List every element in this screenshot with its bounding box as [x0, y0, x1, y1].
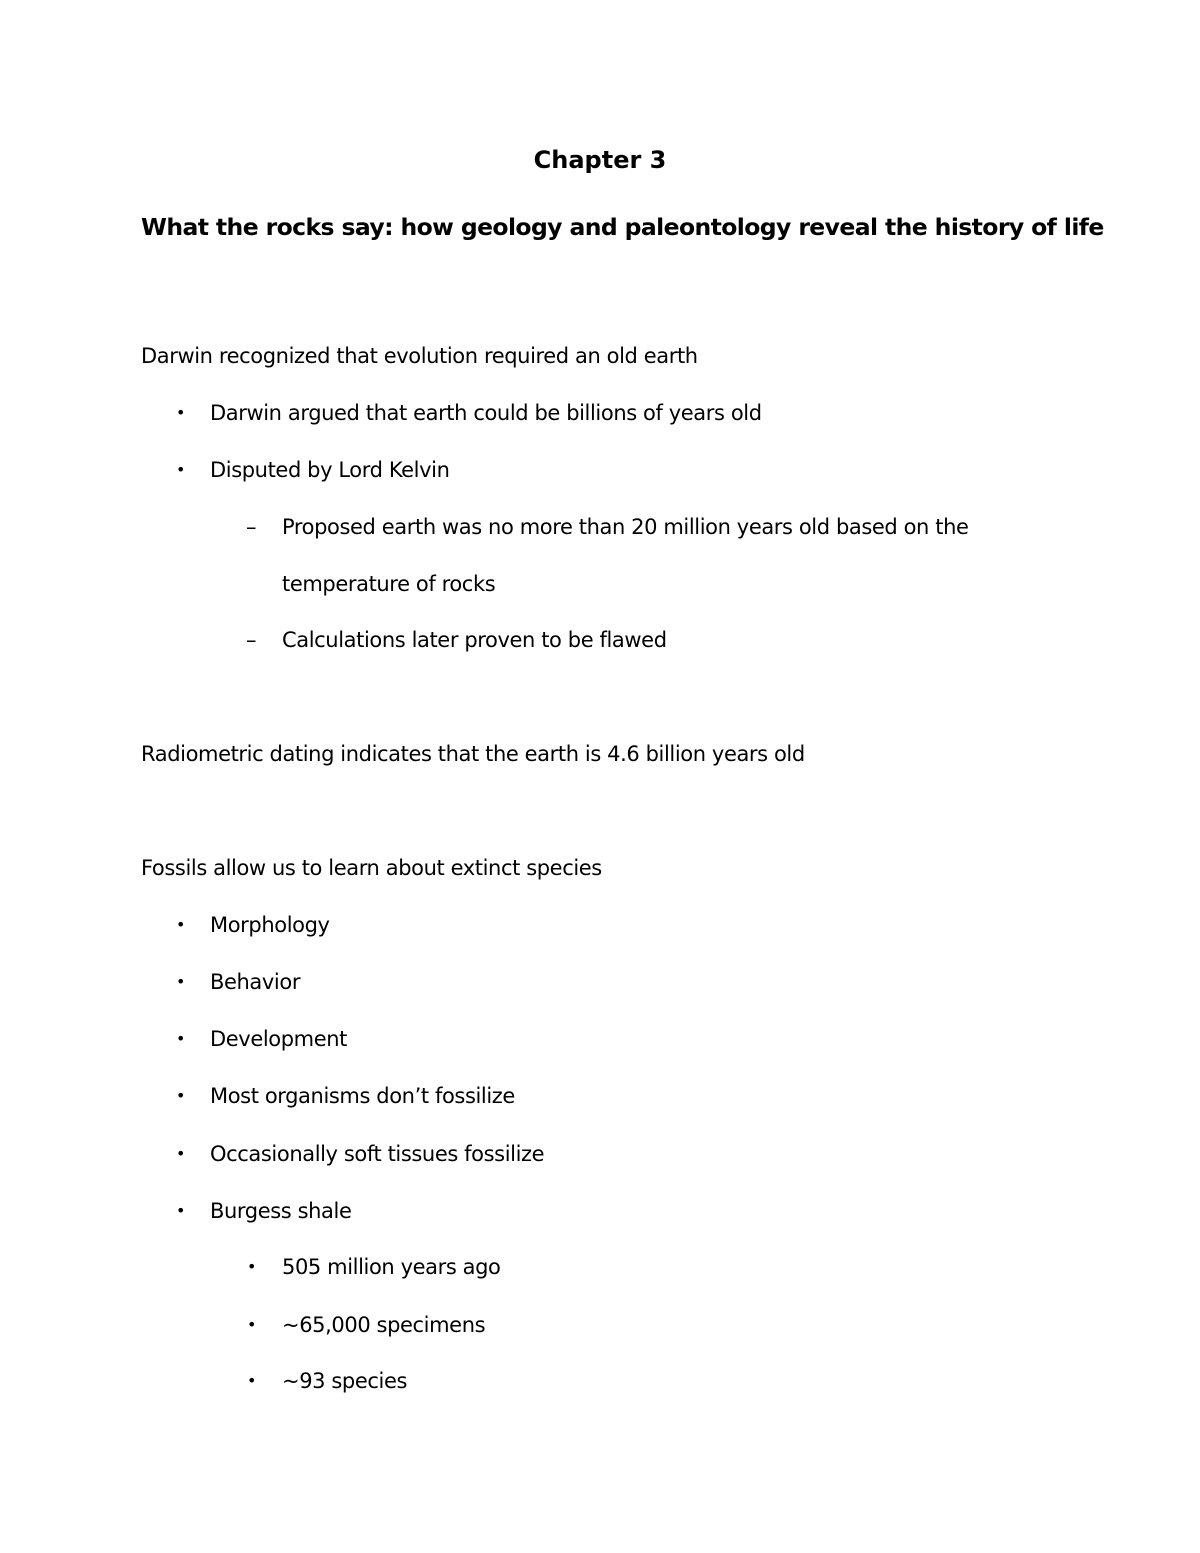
bullet-marker: • [176, 972, 186, 991]
bullet-marker: • [176, 403, 186, 422]
bullet-marker: • [247, 1257, 257, 1276]
dash-marker: – [246, 628, 257, 652]
list-item: Most organisms don’t fossilize [210, 1084, 515, 1108]
list-item: Darwin argued that earth could be billions of years old [210, 401, 762, 425]
bullet-marker: • [176, 1144, 186, 1163]
bullet-marker: • [176, 1029, 186, 1048]
section-heading-old-earth: Darwin recognized that evolution required an old earth [141, 344, 698, 368]
bullet-marker: • [247, 1315, 257, 1334]
sub-list-item: ~93 species [282, 1369, 408, 1393]
list-item: Development [210, 1027, 347, 1051]
sub-list-item: ~65,000 specimens [282, 1313, 486, 1337]
sub-list-item: Calculations later proven to be flawed [282, 628, 667, 652]
bullet-marker: • [176, 1086, 186, 1105]
bullet-marker: • [176, 460, 186, 479]
dash-marker: – [246, 515, 257, 539]
list-item: Behavior [210, 970, 301, 994]
sub-list-item-continuation: temperature of rocks [282, 572, 496, 596]
section-heading-radiometric: Radiometric dating indicates that the earth is 4.6 billion years old [141, 742, 805, 766]
list-item: Morphology [210, 913, 330, 937]
list-item: Occasionally soft tissues fossilize [210, 1142, 545, 1166]
bullet-marker: • [176, 915, 186, 934]
list-item: Disputed by Lord Kelvin [210, 458, 450, 482]
chapter-subtitle: What the rocks say: how geology and paleontology reveal the history of life [141, 213, 1104, 241]
bullet-marker: • [247, 1371, 257, 1390]
sub-list-item: 505 million years ago [282, 1255, 501, 1279]
list-item: Burgess shale [210, 1199, 352, 1223]
section-heading-fossils: Fossils allow us to learn about extinct species [141, 856, 602, 880]
chapter-title: Chapter 3 [533, 146, 667, 174]
sub-list-item: Proposed earth was no more than 20 million years old based on the [282, 515, 969, 539]
bullet-marker: • [176, 1201, 186, 1220]
